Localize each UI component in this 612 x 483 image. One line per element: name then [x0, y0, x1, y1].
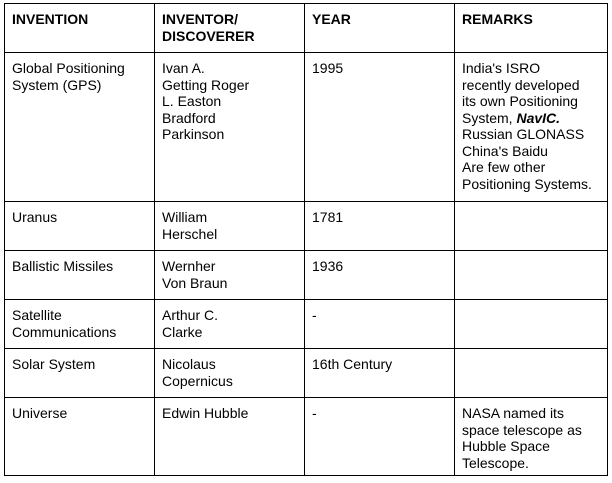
- invention-cell: [5, 349, 155, 398]
- remarks-text: Russian GLONASS: [462, 126, 585, 142]
- inventor-text: William: [162, 209, 208, 225]
- inventor-text: Herschel: [162, 225, 218, 242]
- inventor-cell: [155, 300, 305, 349]
- invention-text: Satellite: [12, 307, 62, 323]
- remarks-cell: [455, 398, 608, 476]
- year-cell: [305, 53, 455, 202]
- year-text: 1936: [312, 258, 344, 274]
- table-row: [5, 349, 608, 398]
- inventor-cell: [155, 398, 305, 476]
- header-inventor-label-1: INVENTOR/: [162, 11, 238, 27]
- header-invention: [5, 4, 155, 53]
- header-inventor: [155, 4, 305, 53]
- remarks-text: space telescope as: [462, 421, 582, 438]
- year-text: -: [312, 307, 317, 323]
- year-text: 1995: [312, 60, 344, 76]
- year-cell: [305, 349, 455, 398]
- invention-text: Uranus: [12, 209, 58, 225]
- header-year-label: YEAR: [312, 11, 351, 27]
- inventor-text: Ivan A.: [162, 60, 205, 76]
- year-cell: [305, 251, 455, 300]
- invention-text: Global Positioning: [12, 60, 125, 76]
- remarks-text: NASA named its: [462, 405, 564, 421]
- year-text: 16th Century: [312, 356, 393, 372]
- inventor-cell: [155, 202, 305, 251]
- inventor-text: Copernicus: [162, 372, 233, 389]
- inventor-text: Wernher: [162, 258, 216, 274]
- navic-emphasis: NavIC.: [516, 109, 561, 126]
- invention-text: Universe: [12, 405, 68, 421]
- remarks-text: [462, 110, 601, 127]
- remarks-text: China's Baidu: [462, 142, 548, 159]
- invention-text: System (GPS): [12, 76, 102, 93]
- remarks-cell: [455, 300, 608, 349]
- remarks-text: Are few other: [462, 159, 546, 175]
- inventor-cell: [155, 53, 305, 202]
- header-row: [5, 4, 608, 53]
- inventor-text: L. Easton: [162, 93, 222, 109]
- year-cell: [305, 300, 455, 349]
- table-row: [5, 53, 608, 202]
- remarks-text: India's ISRO: [462, 60, 541, 76]
- invention-text: Solar System: [12, 356, 96, 372]
- year-text: 1781: [312, 209, 344, 225]
- inventor-cell: [155, 349, 305, 398]
- remarks-text: Hubble Space: [462, 438, 550, 454]
- inventor-text: Arthur C.: [162, 307, 219, 323]
- inventor-cell: [155, 251, 305, 300]
- header-remarks: [455, 4, 608, 53]
- remarks-text: its own Positioning: [462, 93, 578, 109]
- remarks-cell: [455, 202, 608, 251]
- inventor-text: Getting Roger: [162, 76, 250, 93]
- remarks-cell: [455, 349, 608, 398]
- header-inventor-label-2: DISCOVERER: [162, 27, 255, 44]
- invention-cell: [5, 53, 155, 202]
- remarks-text: recently developed: [462, 76, 580, 93]
- inventor-text: Bradford: [162, 109, 216, 126]
- table-row: [5, 398, 608, 476]
- remarks-text: Positioning Systems.: [462, 175, 592, 192]
- header-remarks-label: REMARKS: [462, 11, 533, 27]
- table-row: [5, 202, 608, 251]
- inventor-text: Edwin Hubble: [162, 405, 249, 421]
- inventor-text: Nicolaus: [162, 356, 216, 372]
- invention-text: Communications: [12, 323, 117, 340]
- remarks-text-prefix: System,: [462, 109, 517, 126]
- invention-cell: [5, 300, 155, 349]
- year-text: -: [312, 405, 317, 421]
- table-row: [5, 300, 608, 349]
- header-year: [305, 4, 455, 53]
- invention-cell: [5, 202, 155, 251]
- header-invention-label: INVENTION: [12, 11, 89, 27]
- invention-cell: [5, 251, 155, 300]
- inventor-text: Clarke: [162, 323, 203, 340]
- invention-cell: [5, 398, 155, 476]
- table-row: [5, 251, 608, 300]
- year-cell: [305, 398, 455, 476]
- inventor-text: Von Braun: [162, 274, 228, 291]
- remarks-text: Telescope.: [462, 454, 529, 471]
- remarks-cell: [455, 251, 608, 300]
- inventor-text: Parkinson: [162, 126, 225, 142]
- invention-text: Ballistic Missiles: [12, 258, 114, 274]
- inventions-table: [4, 3, 608, 476]
- year-cell: [305, 202, 455, 251]
- remarks-cell: [455, 53, 608, 202]
